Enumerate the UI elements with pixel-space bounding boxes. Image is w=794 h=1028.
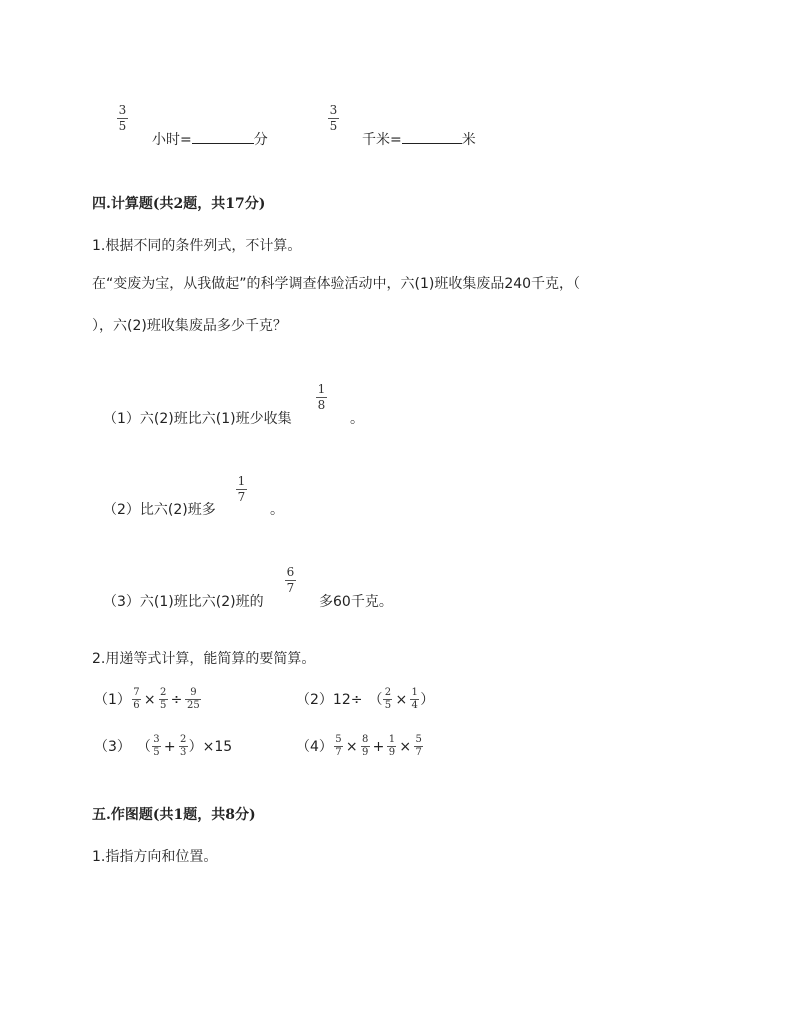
denominator: 5 <box>329 119 338 133</box>
question-title: 2.用递等式计算，能简算的要简算。 <box>92 651 316 667</box>
answer-blank[interactable] <box>402 131 462 144</box>
numerator: 3 <box>118 103 127 117</box>
fraction: $\frac{8}{9}$ <box>361 734 369 758</box>
fraction: $\frac{2}{3}$ <box>179 734 187 758</box>
condition-2-end: 。 <box>270 502 284 518</box>
condition-1-end: 。 <box>350 411 364 427</box>
condition-2: （2）比六(2)班多 <box>103 502 216 518</box>
condition-3-end: 多60千克。 <box>319 594 393 610</box>
conversion-hours: 小时= 分 <box>152 132 268 148</box>
fraction: $\frac{1}{9}$ <box>388 734 396 758</box>
fraction <box>328 104 339 133</box>
condition-3: （3）六(1)班比六(2)班的 <box>103 594 264 610</box>
question-context: ），六(2)班收集废品多少千克？ <box>92 318 287 334</box>
fraction: $\frac{9}{25}$ <box>187 687 200 711</box>
denominator: 5 <box>118 119 127 133</box>
problem-4: （4） $\frac{5}{7}$ × $\frac{8}{9}$ + $\frac{1}{9}$ × $\frac{5}{7}$ <box>296 734 422 758</box>
fraction: $\frac{5}{7}$ <box>415 734 422 758</box>
fraction: 1 7 <box>237 474 246 504</box>
section-title: 四.计算题(共2题，共17分) <box>92 196 266 212</box>
question-context: 在“变废为宝，从我做起”的科学调查体验活动中，六(1)班收集废品240千克，（ <box>92 276 581 292</box>
fraction <box>117 104 128 133</box>
problem-1: （1） $\frac{7}{6}$ × $\frac{2}{5}$ ÷ $\frac{9}{25}$ <box>94 687 200 711</box>
problem-3: （3） （ $\frac{3}{5}$ + $\frac{2}{3}$ ） ×15 <box>94 734 233 758</box>
fraction: 1 8 <box>317 382 326 412</box>
condition-1: （1）六(2)班比六(1)班少收集 <box>103 411 292 427</box>
conversion-km: 千米= 米 <box>362 132 476 148</box>
fraction: $\frac{2}{5}$ <box>159 687 167 711</box>
question-title: 1.指指方向和位置。 <box>92 849 218 865</box>
problem-2: （2） 12÷ （ $\frac{2}{5}$ × $\frac{1}{4}$ ） <box>296 687 435 711</box>
fraction: $\frac{1}{4}$ <box>411 687 418 711</box>
fraction: $\frac{2}{5}$ <box>384 687 392 711</box>
section-title: 五.作图题(共1题，共8分) <box>92 807 256 823</box>
fraction: 6 7 <box>286 565 295 595</box>
question-title: 1.根据不同的条件列式，不计算。 <box>92 238 302 254</box>
numerator: 3 <box>329 103 338 117</box>
fraction: $\frac{5}{7}$ <box>335 734 342 758</box>
fraction: $\frac{3}{5}$ <box>153 734 160 758</box>
answer-blank[interactable] <box>192 131 254 144</box>
fraction: $\frac{7}{6}$ <box>133 687 140 711</box>
